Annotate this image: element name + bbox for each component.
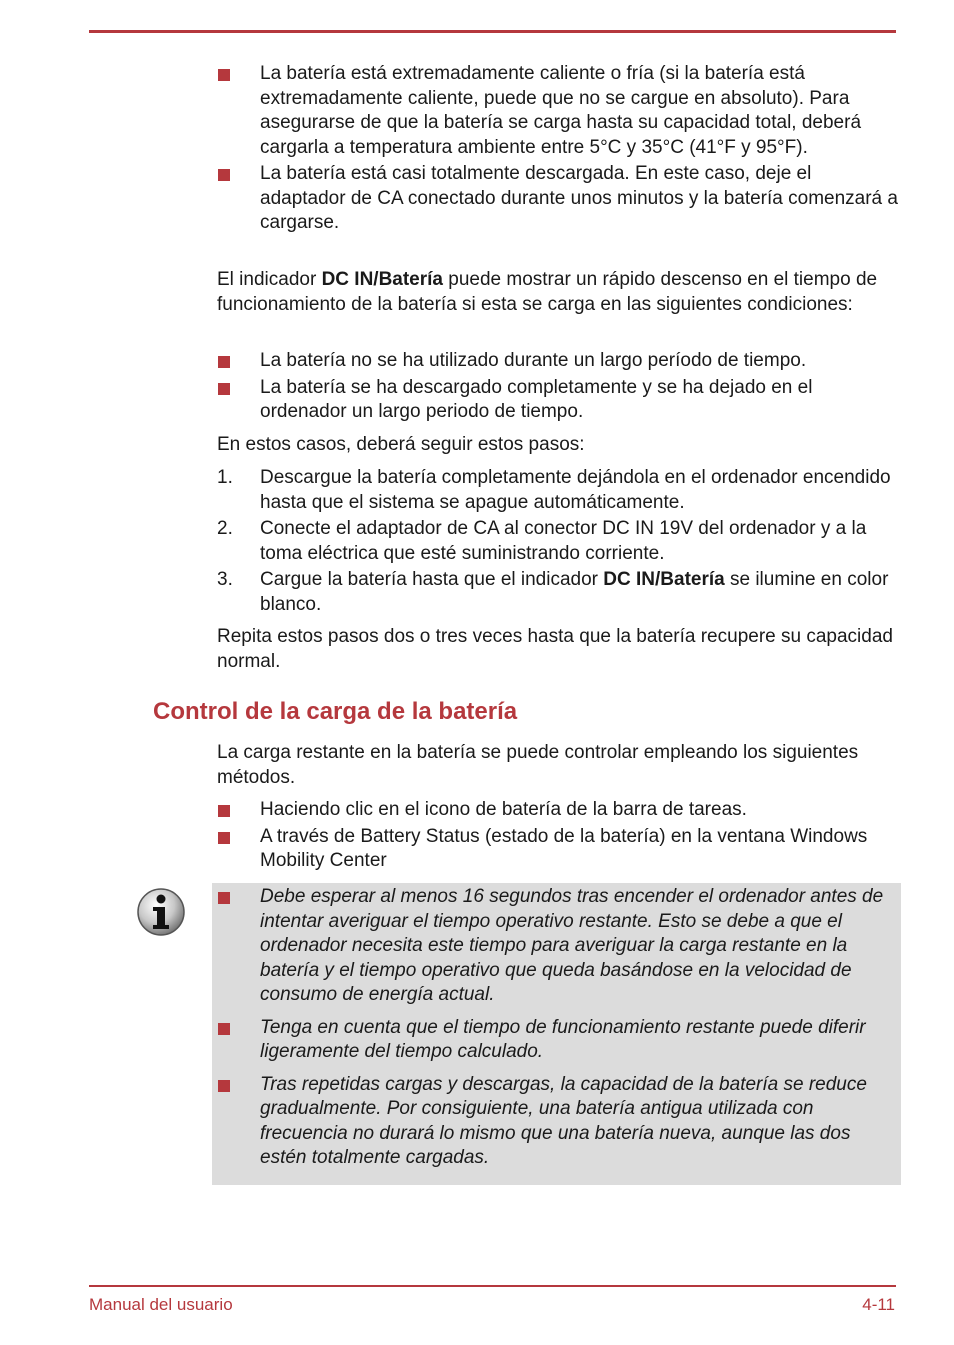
step-text: se ilumine en color blanco. [260,569,889,615]
list-item: La batería no se ha utilizado durante un largo período de tiempo. [217,349,902,374]
footer-rule [89,1285,896,1287]
footer-title: Manual del usuario [89,1295,233,1314]
note-box [212,883,901,1185]
bullet-list-circumstances [217,349,902,425]
note-list [217,885,897,1171]
paragraph-repeat: Repita estos pasos dos o tres veces hasta que la batería recupere su capacidad normal. [217,626,893,672]
list-item [217,466,902,515]
step-number: 1. [217,467,233,488]
list-item [217,568,902,617]
bullet-list-methods [217,798,902,874]
list-item [217,517,902,566]
bullet-list-conditions [217,62,902,236]
bold-text: DC IN/Batería [321,269,443,290]
list-item: La batería está casi totalmente descargada. En este caso, deje el adaptador de CA conectado durante unos minutos y la batería comenzará a cargarse. [217,162,902,236]
page-number: 4-11 [862,1295,895,1314]
text: El indicador [217,269,322,290]
bold-text: DC IN/Batería [603,569,725,590]
section-heading: Control de la carga de la batería [153,698,518,725]
list-item: Haciendo clic en el icono de batería de la barra de tareas. [217,798,902,823]
step-text: Cargue la batería hasta que el indicador [260,569,604,590]
list-item: A través de Battery Status (estado de la batería) en la ventana Windows Mobility Center [217,825,902,874]
paragraph-methods: La carga restante en la batería se puede controlar empleando los siguientes métodos. [217,742,859,788]
info-icon [136,887,186,937]
step-number: 2. [217,518,233,539]
step-number: 3. [217,569,233,590]
numbered-steps [217,466,902,617]
step-text: Conecte el adaptador de CA al conector DC IN 19V del ordenador y a la toma eléctrica que esté suministrando corriente. [260,518,867,564]
paragraph-indicator [217,268,902,317]
step-text: Descargue la batería completamente dejándola en el ordenador encendido hasta que el sistema se apague automáticamente. [260,467,891,513]
list-item: Tras repetidas cargas y descargas, la capacidad de la batería se reduce gradualmente. Por consiguiente, una batería antigua utilizada con frecuencia no durará lo mismo que una batería nueva, aunque las dos estén totalmente cargadas. [217,1073,897,1171]
paragraph-steps-intro: En estos casos, deberá seguir estos pasos: [217,434,585,455]
list-item: Tenga en cuenta que el tiempo de funcionamiento restante puede diferir ligeramente del tiempo calculado. [217,1016,897,1065]
list-item: La batería está extremadamente caliente o fría (si la batería está extremadamente caliente, puede que no se cargue en absoluto). Para asegurarse de que la batería se carga hasta su capacidad total, deberá cargarla a temperatura ambiente entre 5°C y 35°C (41°F y 95°F). [217,62,902,160]
list-item: Debe esperar al menos 16 segundos tras encender el ordenador antes de intentar averiguar el tiempo operativo restante. Esto se debe a que el ordenador necesita este tiempo para averiguar la carga restante en la batería y el tiempo operativo que queda basándose en la velocidad de consumo de energía actual. [217,885,897,1008]
text: puede mostrar un rápido descenso en el tiempo de funcionamiento de la batería si esta se carga en las siguientes condiciones: [217,269,878,315]
list-item: La batería se ha descargado completamente y se ha dejado en el ordenador un largo periodo de tiempo. [217,376,902,425]
header-rule [89,30,896,33]
